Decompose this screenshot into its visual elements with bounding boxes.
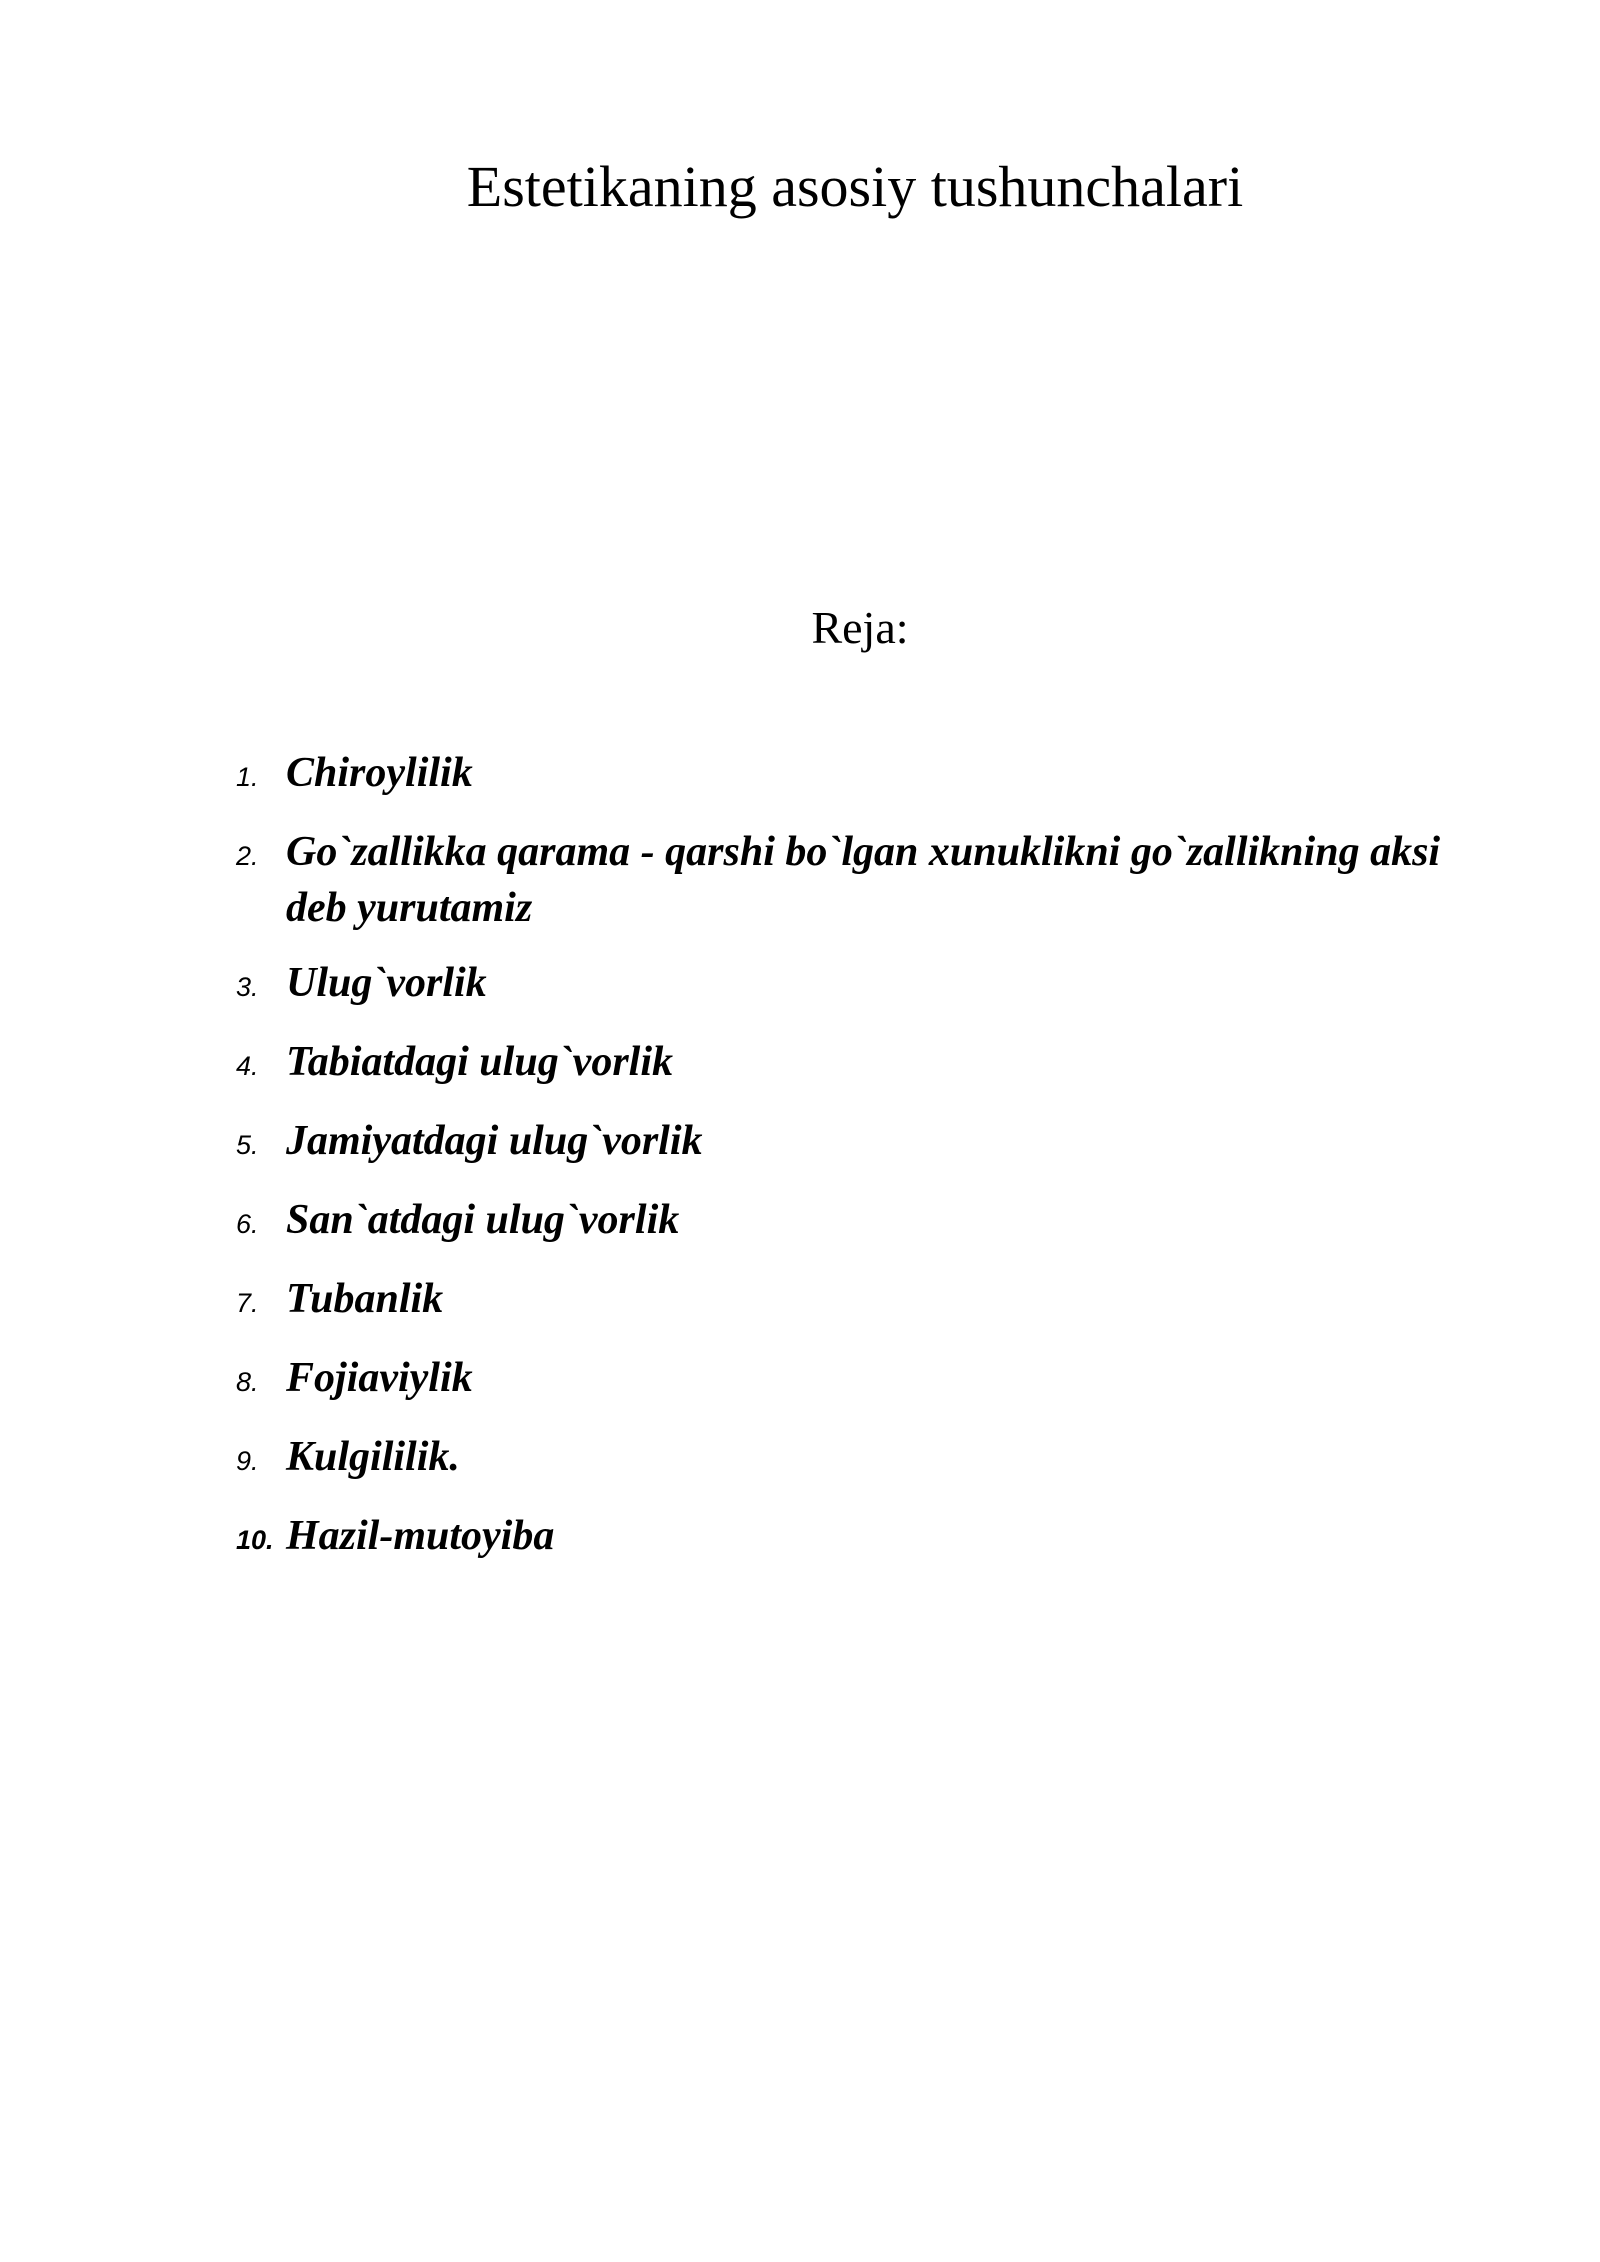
plan-item-5 [236, 1113, 1476, 1173]
plan-item-text: Go`zallikka qarama - qarshi bo`lgan xunuklikni go`zallikning aksi deb yurutamiz [286, 829, 1441, 931]
plan-item-text: Fojiaviylik [286, 1355, 473, 1401]
plan-item-6 [236, 1192, 1476, 1252]
plan-item-number: 4. [236, 1051, 259, 1081]
plan-item-number: 10. [236, 1525, 274, 1555]
plan-item-text: San`atdagi ulug`vorlik [286, 1197, 680, 1243]
plan-item-9 [236, 1429, 1476, 1489]
plan-item-text: Chiroylilik [286, 750, 473, 796]
plan-item-text: Tubanlik [286, 1276, 444, 1322]
plan-item-8 [236, 1350, 1476, 1410]
plan-item-text: Ulug`vorlik [286, 960, 487, 1006]
plan-item-number: 1. [236, 762, 259, 792]
plan-heading: Reja: [811, 602, 909, 653]
plan-item-3 [236, 955, 1476, 1015]
plan-item-1 [236, 745, 1476, 805]
plan-item-text: Hazil-mutoyiba [286, 1513, 555, 1559]
document-title: Estetikaning asosiy tushunchalari [466, 154, 1244, 219]
plan-item-number: 8. [236, 1367, 259, 1397]
plan-item-10 [236, 1508, 1476, 1568]
plan-item-text: Kulgililik. [286, 1434, 460, 1480]
plan-item-number: 6. [236, 1209, 259, 1239]
plan-item-number: 9. [236, 1446, 259, 1476]
plan-item-number: 5. [236, 1130, 259, 1160]
plan-item-7 [236, 1271, 1476, 1331]
plan-item-2 [236, 824, 1476, 936]
plan-item-number: 3. [236, 972, 259, 1002]
plan-item-text: Tabiatdagi ulug`vorlik [286, 1039, 674, 1085]
plan-item-number: 2. [236, 841, 259, 871]
plan-item-text: Jamiyatdagi ulug`vorlik [286, 1118, 703, 1164]
plan-item-number: 7. [236, 1288, 259, 1318]
plan-item-4 [236, 1034, 1476, 1094]
plan-list [236, 745, 1476, 1587]
